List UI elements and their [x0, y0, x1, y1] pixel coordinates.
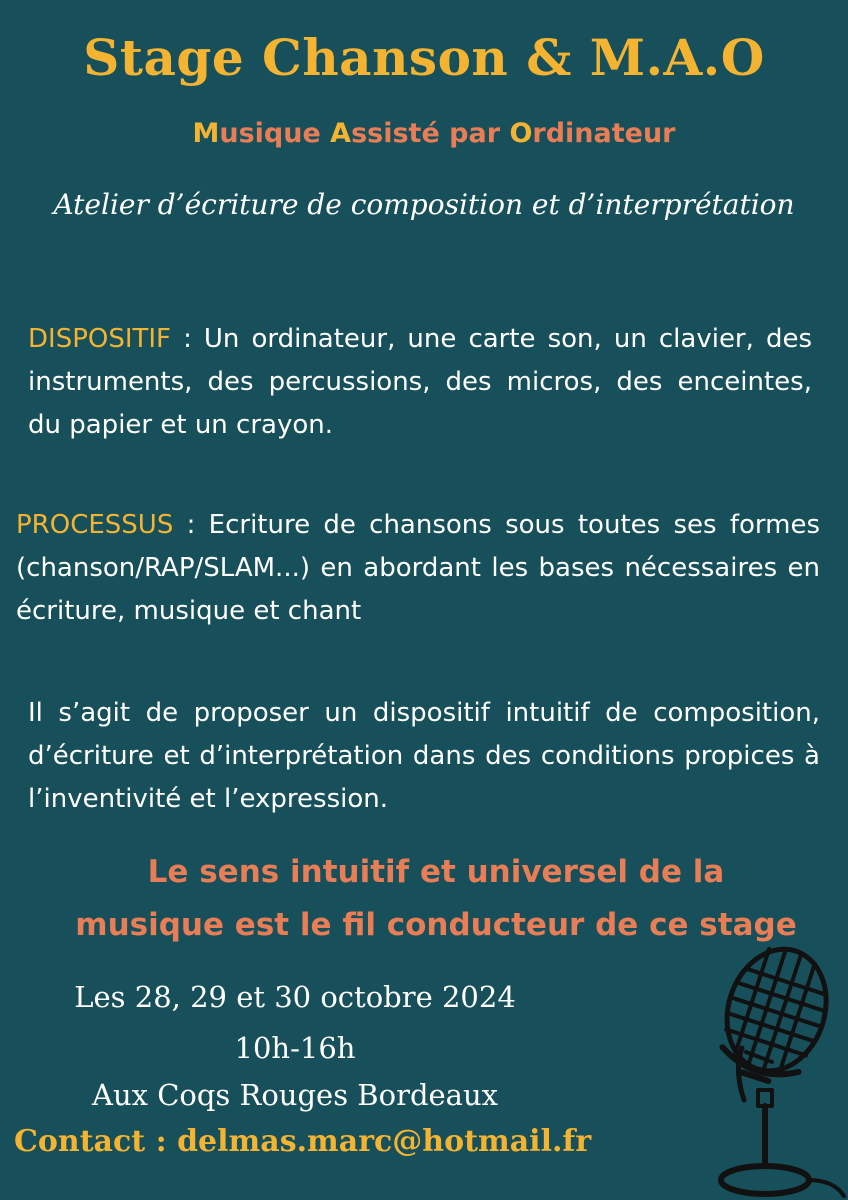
- dispositif-text: : Un ordinateur, une carte son, un clavier, des instruments, des percussions, des micros, des enceintes, du papier et un crayon.: [28, 324, 812, 440]
- slogan-line-2: musique est le fil conducteur de ce stage: [75, 907, 797, 943]
- slogan-line-1: Le sens intuitif et universel de la: [147, 854, 725, 890]
- event-dates: Les 28, 29 et 30 octobre 2024: [74, 980, 516, 1014]
- tagline: Atelier d’écriture de composition et d’interprétation: [53, 188, 795, 221]
- processus-paragraph: [16, 504, 820, 633]
- subtitle: [0, 118, 848, 149]
- description-paragraph: Il s’agit de proposer un dispositif intuitif de composition, d’écriture et d’interprétation dans des conditions propices à l’inventivité et l’expression.: [28, 698, 820, 814]
- subtitle-initial-o: O: [509, 118, 533, 149]
- subtitle-word-ordinateur: rdinateur: [532, 118, 676, 149]
- slogan: [0, 846, 848, 952]
- dispositif-paragraph: [28, 318, 812, 447]
- event-place: Aux Coqs Rouges Bordeaux: [92, 1078, 498, 1112]
- microphone-icon: [684, 940, 848, 1200]
- subtitle-initial-a: A: [330, 118, 352, 149]
- dispositif-label: DISPOSITIF: [28, 324, 172, 354]
- subtitle-initial-m: M: [192, 118, 220, 149]
- processus-label: PROCESSUS: [16, 510, 174, 540]
- processus-text: : Ecriture de chansons sous toutes ses formes (chanson/RAP/SLAM...) en abordant les bases nécessaires en écriture, musique et chant: [16, 510, 820, 626]
- subtitle-word-assiste: ssisté par: [351, 118, 510, 149]
- contact-email: Contact : delmas.marc@hotmail.fr: [14, 1124, 592, 1159]
- subtitle-word-musique: usique: [219, 118, 331, 149]
- event-hours: 10h-16h: [234, 1031, 356, 1065]
- page-title: Stage Chanson & M.A.O: [83, 28, 765, 87]
